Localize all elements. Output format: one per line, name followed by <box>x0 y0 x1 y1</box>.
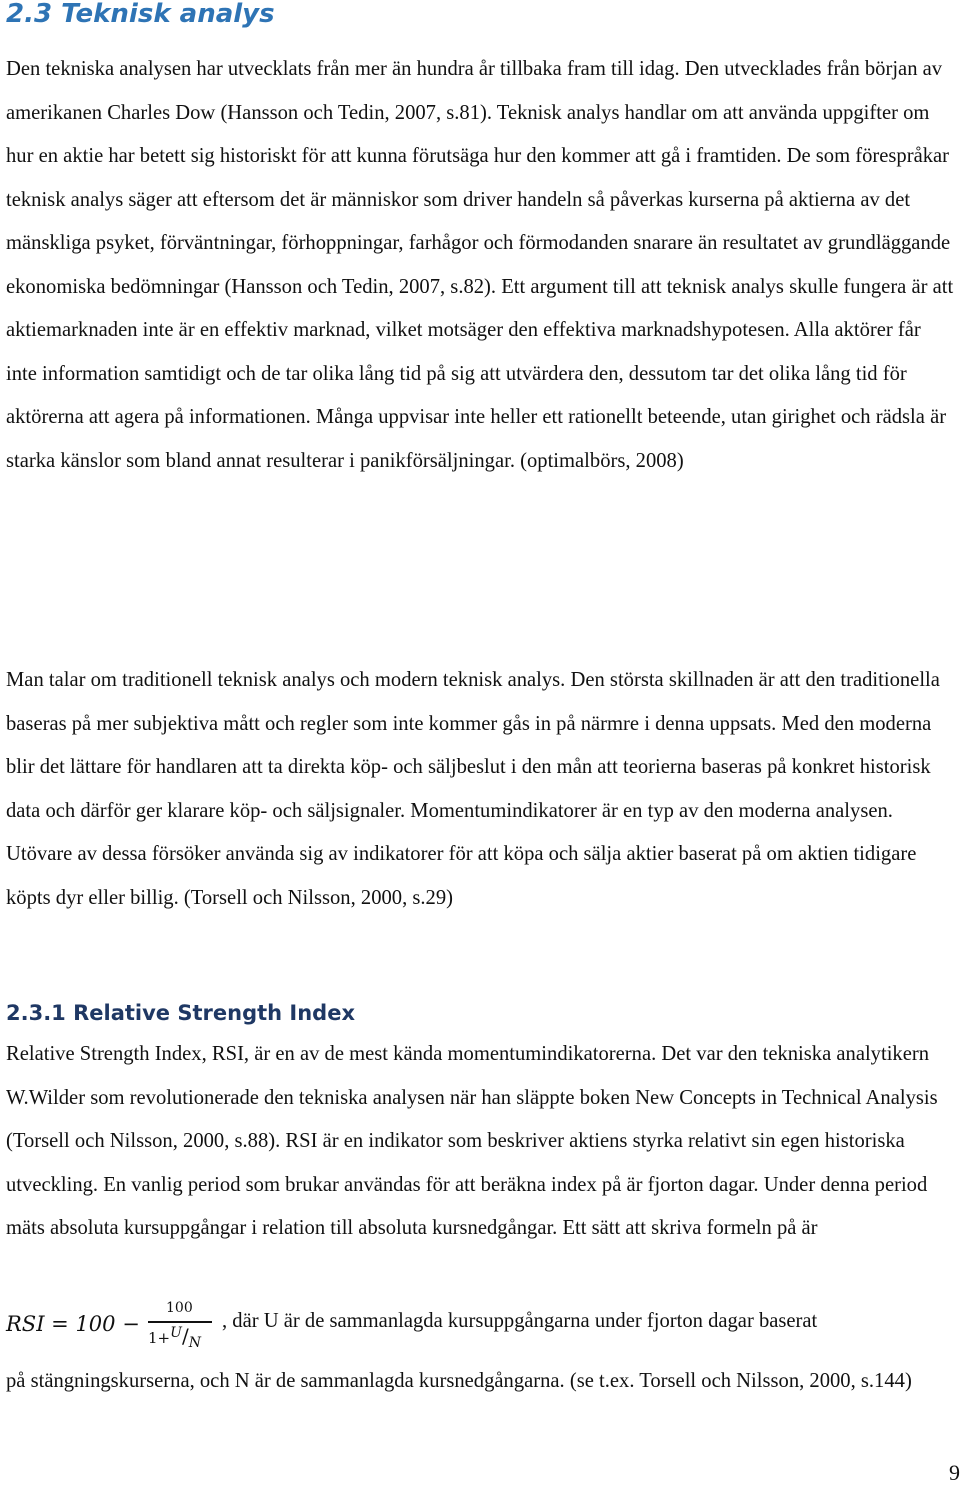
formula-tail-text: , där U är de sammanlagda kursuppgångarna under fjorton dagar baserat <box>222 1310 818 1332</box>
denominator-u: U <box>170 1325 182 1341</box>
fraction-bar <box>148 1321 212 1323</box>
denominator-n: N <box>188 1335 201 1351</box>
subsection-heading: 2.3.1 Relative Strength Index <box>6 1001 355 1025</box>
formula-numerator: 100 <box>166 1300 193 1316</box>
body-paragraph-2: Man talar om traditionell teknisk analys och modern teknisk analys. Den största skillnaden är att den traditionella baseras på mer subjektiva mått och regler som inte kommer gås in på närmre i denna uppsats. Med den moderna blir det lättare för handlaren att ta direkta köp- och säljbeslut i den mån att teorierna baseras på konkret historisk data och därför ger klarare köp- och säljsignaler. Momentumindikatorer är en typ av den moderna analysen. Utövare av dessa försöker använda sig av indikatorer för att köpa och sälja aktier baserat på om aktien tidigare köpts dyr eller billig. (Torsell och Nilsson, 2000, s.29) <box>6 669 940 909</box>
formula-lhs: RSI = 100 − <box>6 1312 140 1336</box>
rsi-paragraph: Relative Strength Index, RSI, är en av de mest kända momentumindikatorerna. Det var den tekniska analytikern W.Wilder som revolutionerade den tekniska analysen när han släppte boken New Concepts in Technical Analysis (Torsell och Nilsson, 2000, s.88). RSI är en indikator som beskriver aktiens styrka relativt sin egen historiska utveckling. En vanlig period som brukar användas för att beräkna index på är fjorton dagar. Under denna period mäts absoluta kursuppgångar i relation till absoluta kursnedgångar. Ett sätt att skriva formeln på är <box>6 1043 938 1239</box>
closing-paragraph: på stängningskurserna, och N är de sammanlagda kursnedgångarna. (se t.ex. Torsell och Nilsson, 2000, s.144) <box>6 1370 912 1392</box>
rsi-formula <box>6 1300 222 1356</box>
formula-fraction <box>148 1300 214 1356</box>
formula-line <box>6 1300 954 1356</box>
section-heading: 2.3 Teknisk analys <box>6 0 275 29</box>
body-paragraph-1: Den tekniska analysen har utvecklats från mer än hundra år tillbaka fram till idag. Den utvecklades från början av amerikanen Charles Dow (Hansson och Tedin, 2007, s.81). Teknisk analys handlar om att använda uppgifter om hur en aktie har betett sig historiskt för att kunna förutsäga hur den kommer att gå i framtiden. De som förespråkar teknisk analys säger att eftersom det är människor som driver handeln så påverkas kurserna på aktierna av det mänskliga psyket, förväntningar, förhoppningar, farhågor och förmodanden snarare än resultatet av grundläggande ekonomiska bedömningar (Hansson och Tedin, 2007, s.82). Ett argument till att teknisk analys skulle fungera är att aktiemarknaden inte är en effektiv marknad, vilket motsäger den effektiva marknadshypotesen. Alla aktörer får inte information samtidigt och de tar olika lång tid på sig att utvärdera den, dessutom tar det olika lång tid för aktörerna att agera på informationen. Många uppvisar inte heller ett rationellt beteende, utan girighet och rädsla är starka känslor som bland annat resulterar i panikförsäljningar. (optimalbörs, 2008) <box>6 58 954 472</box>
formula-denominator <box>148 1324 201 1351</box>
denominator-one-plus: 1+ <box>148 1329 171 1347</box>
denominator-slash: / <box>181 1324 189 1348</box>
page-number: 9 <box>949 1460 960 1485</box>
